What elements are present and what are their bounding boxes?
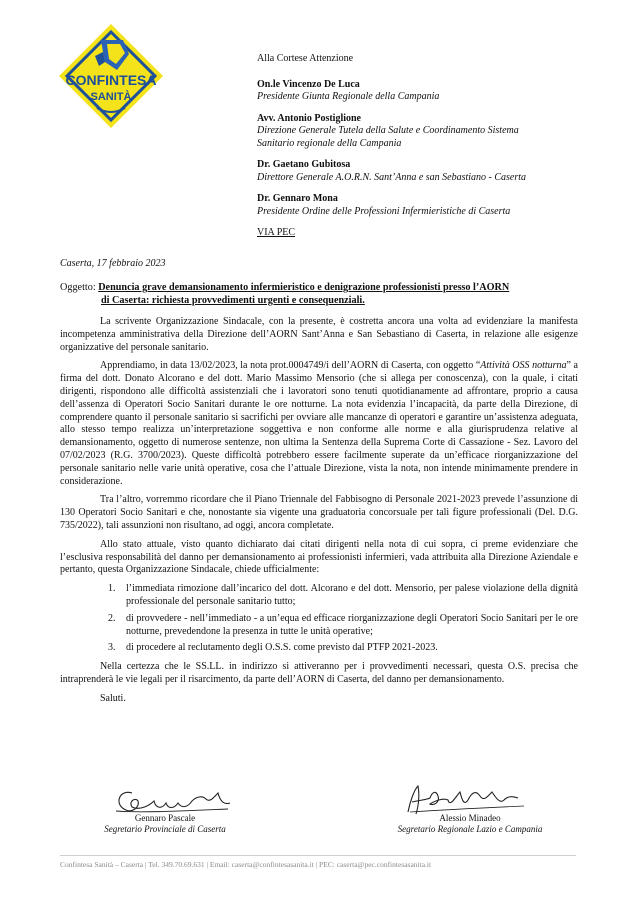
list-item: 1. l’immediata rimozione dall’incarico del dott. Alcorano e del dott. Mensorio, per palese violazione della dignità professionale del personale sanitario tutto; <box>118 583 578 609</box>
recipient-role: Direzione Generale Tutela della Salute e Coordinamento Sistema <box>257 125 519 136</box>
subject-line <box>60 282 580 307</box>
footer-contacts: Confintesa Sanità – Caserta | Tel. 349.70.69.631 | Email: caserta@confintesasanita.it | PEC: caserta@pec.confintesasanita.it <box>60 860 432 869</box>
letter-body <box>60 316 578 712</box>
body-text: ” a firma del dott. Donato Alcorano e del dott. Mario Massimo Mensorio (che si allega per conoscenza), con la quale, i citati dirigenti, rispondono alle difficoltà assistenziali che i lavoratori sono tenuti quotidianamente ad affrontare, proprio a causa dell’assenza di Operatori Socio Sanitari durante le ore notturne. La nota evidenzia l’incapacità, da parte della Direzione, di comprendere quanto il personale sanitario si sacrifichi per ovviare alle mancanze di operatori e garantire un’assistenza adeguata, allo stesso tempo realizza un’interpretazione soggettiva e non conforme alle norme e alla giurisprudenza relative al demansionamento, oggetto di numerose sentenze, non ultima la Sentenza della Suprema Corte di Cassazione - Sez. Lavoro del 07/02/2023 (R.G. 3700/2023). Queste difficoltà potrebbero essere facilmente superate da un’efficace riorganizzazione del personale sanitario nelle varie unità operative, cosa che l’attuale Direzione, vista la nota, non intende minimamente prendere in considerazione. <box>60 360 578 487</box>
recipient-name: Dr. Gaetano Gubitosa <box>257 159 351 170</box>
body-paragraph: Allo stato attuale, visto quanto dichiarato dai citati dirigenti nella nota di cui sopra, ci preme evidenziare che l’esclusiva responsabilità del danno per demansionamento ai professionisti infermieri, vada attribuita alla Direzione Aziendale e pertanto, questa Organizzazione Sindacale, chiede ufficialmente: <box>60 538 578 576</box>
attention-line: Alla Cortese Attenzione <box>257 53 354 64</box>
greeting: Saluti. <box>100 692 126 704</box>
signatory-name: Alessio Minadeo <box>439 813 501 823</box>
body-paragraph: Nella certezza che le SS.LL. in indirizzo si attiveranno per i provvedimenti necessari, questa O.S. precisa che intraprenderà le vie legali per il risarcimento, da parte dell’AORN di Caserta, del danno per demansionamento. <box>60 661 578 685</box>
recipient-name: On.le Vincenzo De Luca <box>257 78 360 90</box>
confintesa-logo <box>57 22 165 130</box>
recipient-item <box>257 193 617 218</box>
body-paragraph: La scrivente Organizzazione Sindacale, con la presente, è costretta ancora una volta ad evidenziare la manifesta incompetenza amministrativa della Direzione dell’AORN Sant’Anna e San Sebastiano di Caserta, in relazione alle esigenze organizzative del personale sanitario. <box>60 316 578 353</box>
signature-block-1 <box>95 813 235 835</box>
body-paragraph <box>60 360 578 488</box>
body-text: Apprendiamo, in data 13/02/2023, la nota prot.0004749/i dell’AORN di Caserta, con oggetto “ <box>100 360 481 372</box>
list-item: 2. di provvedere - nell’immediato - a un’equa ed efficace riorganizzazione degli Operatori Socio Sanitari per le ore notturne, prevedendone la presenza in tutte le unità operative; <box>118 613 578 639</box>
letter-date: Caserta, 17 febbraio 2023 <box>60 258 166 269</box>
list-item: 3. di procedere al reclutamento degli O.S.S. come previsto dal PTFP 2021-2023. <box>118 642 578 655</box>
footer-divider <box>60 855 576 856</box>
recipient-name: Avv. Antonio Postiglione <box>257 112 361 124</box>
recipient-item <box>257 159 617 184</box>
recipient-role: Sanitario regionale della Campania <box>257 137 402 149</box>
recipient-name: Dr. Gennaro Mona <box>257 193 338 204</box>
request-list <box>60 583 578 655</box>
subject-text-2: di Caserta: richiesta provvedimenti urgenti e consequenziali. <box>101 294 365 306</box>
body-text-italic: Attività OSS notturna <box>480 360 567 372</box>
logo-text-line2: SANITÀ <box>90 91 132 103</box>
signatory-role: Segretario Regionale Lazio e Campania <box>397 824 543 834</box>
recipient-item <box>257 113 617 151</box>
recipient-item <box>257 79 617 104</box>
recipients-block <box>257 53 617 240</box>
signatory-name: Gennaro Pascale <box>134 813 196 823</box>
via-pec-label: VIA PEC <box>257 227 296 238</box>
logo-text-line1: CONFINTESA <box>65 72 157 88</box>
recipient-role: Presidente Ordine delle Professioni Infermieristiche di Caserta <box>257 205 511 217</box>
body-paragraph: Tra l’altro, vorremmo ricordare che il Piano Triennale del Fabbisogno di Personale 2021-2023 prevede l’assunzione di 130 Operatori Socio Sanitari e che, nonostante sia vigente una graduatoria concorsuale per tali figure professionali (Del. D.G. 735/2022), tali assunzioni non risultano, ad oggi, ancora completate. <box>60 494 578 531</box>
signature-block-2 <box>380 813 560 835</box>
recipient-role: Direttore Generale A.O.R.N. Sant’Anna e san Sebastiano - Caserta <box>257 171 527 183</box>
signatory-role: Segretario Provinciale di Caserta <box>104 824 226 834</box>
recipient-role: Presidente Giunta Regionale della Campania <box>257 91 440 102</box>
subject-text-1: Denuncia grave demansionamento infermieristico e denigrazione professionisti presso l’AORN <box>98 282 510 293</box>
subject-label: Oggetto: <box>60 282 99 293</box>
